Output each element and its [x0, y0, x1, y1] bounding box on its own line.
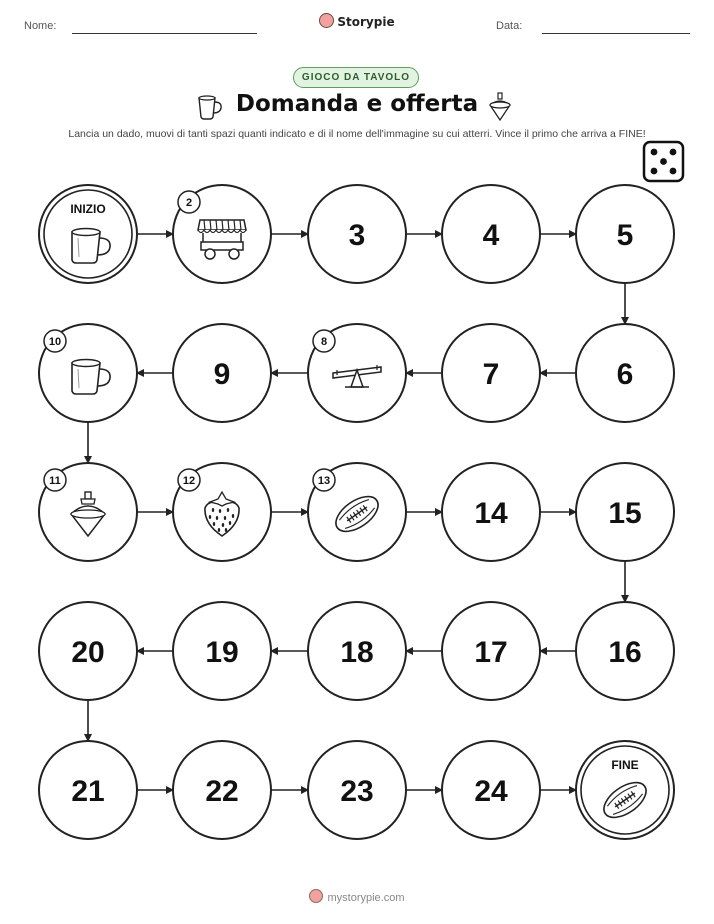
footer-url[interactable]: mystorypie.com: [327, 892, 405, 904]
footer: [0, 889, 714, 904]
space-number: 8: [320, 336, 328, 348]
board-space-20[interactable]: [39, 602, 137, 700]
space-number: 10: [48, 336, 62, 348]
space-number: 24: [474, 775, 508, 808]
board-space-inizio[interactable]: [39, 185, 137, 283]
space-number: 12: [182, 475, 196, 487]
board-space-12[interactable]: [173, 463, 271, 561]
board-space-4[interactable]: [442, 185, 540, 283]
board-space-15[interactable]: [576, 463, 674, 561]
space-number: 21: [71, 775, 105, 808]
space-number: 6: [616, 358, 634, 391]
instructions: Lancia un dado, muovi di tanti spazi quanti indicato e di il nome dell'immagine su cui atterri. Vince il primo che arriva a FINE!: [68, 128, 646, 140]
page-title: Domanda e offerta: [235, 91, 479, 117]
board-space-19[interactable]: [173, 602, 271, 700]
space-number: 18: [340, 636, 374, 669]
board-space-17[interactable]: [442, 602, 540, 700]
board-space-18[interactable]: [308, 602, 406, 700]
space-number: 23: [340, 775, 374, 808]
brand-name: Storypie: [337, 15, 395, 29]
board-space-7[interactable]: [442, 324, 540, 422]
space-number: 15: [608, 497, 642, 530]
space-number: 4: [482, 219, 500, 252]
space-number: 22: [205, 775, 239, 808]
dice-five-icon: [644, 142, 683, 181]
space-number: 20: [71, 636, 105, 669]
board-space-13[interactable]: [308, 463, 406, 561]
storypie-logo-icon: [309, 889, 323, 903]
space-number: 11: [49, 475, 61, 487]
board-space-9[interactable]: [173, 324, 271, 422]
board-space-14[interactable]: [442, 463, 540, 561]
date-label: Data:: [496, 20, 523, 32]
space-number: 16: [608, 636, 642, 669]
board-space-23[interactable]: [308, 741, 406, 839]
category-badge: GIOCO DA TAVOLO: [293, 67, 419, 88]
board-space-6[interactable]: [576, 324, 674, 422]
name-label: Nome:: [24, 20, 57, 32]
board-space-10[interactable]: [39, 324, 137, 422]
board-space-fine[interactable]: [576, 741, 674, 839]
space-label: FINE: [611, 758, 639, 772]
board-space-8[interactable]: [308, 324, 406, 422]
space-number: 17: [474, 636, 508, 669]
space-number: 3: [348, 219, 366, 252]
board-space-24[interactable]: [442, 741, 540, 839]
space-number: 9: [213, 358, 231, 391]
board-space-3[interactable]: [308, 185, 406, 283]
space-number: 5: [616, 219, 634, 252]
space-label: INIZIO: [70, 202, 106, 216]
board-space-2[interactable]: [173, 185, 271, 283]
space-number: 13: [317, 475, 331, 487]
board-space-21[interactable]: [39, 741, 137, 839]
board-space-11[interactable]: [39, 463, 137, 561]
space-number: 2: [185, 197, 193, 209]
board-space-22[interactable]: [173, 741, 271, 839]
space-number: 7: [482, 358, 500, 391]
space-number: 19: [205, 636, 239, 669]
space-number: 14: [474, 497, 508, 530]
board-space-16[interactable]: [576, 602, 674, 700]
board-space-5[interactable]: [576, 185, 674, 283]
